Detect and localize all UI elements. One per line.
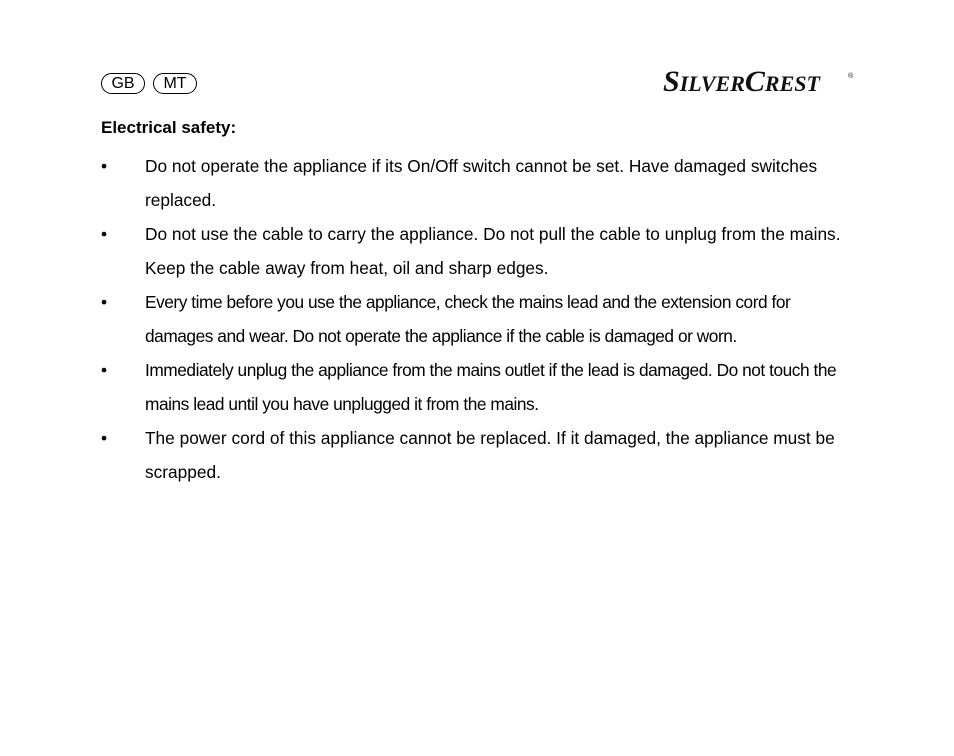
bullet-icon: • — [101, 360, 107, 380]
safety-bullet-list — [101, 149, 861, 489]
list-item-text: The power cord of this appliance cannot be replaced. If it damaged, the appliance must be scrapped. — [145, 428, 835, 482]
bullet-icon: • — [101, 428, 108, 448]
list-item-text: Immediately unplug the appliance from the mains outlet if the lead is damaged. Do not touch the mains lead until you have unplugged it from the mains. — [145, 360, 837, 414]
language-badges — [101, 73, 197, 94]
logo-wordmark: SILVERCREST — [663, 65, 820, 96]
list-item — [101, 217, 861, 285]
bullet-icon: • — [101, 292, 107, 312]
list-item — [101, 149, 861, 217]
silvercrest-logo — [663, 64, 858, 96]
list-item — [101, 421, 861, 489]
registered-mark: ® — [848, 73, 854, 80]
list-item — [101, 285, 861, 353]
list-item-text: Do not operate the appliance if its On/Off switch cannot be set. Have damaged switches replaced. — [145, 156, 818, 210]
language-badge-mt: MT — [153, 73, 197, 94]
section-title: Electrical safety: — [101, 118, 237, 137]
bullet-icon: • — [101, 224, 108, 244]
list-item-text: Do not use the cable to carry the appliance. Do not pull the cable to unplug from the mains. Keep the cable away from heat, oil and sharp edges. — [145, 224, 841, 278]
list-item — [101, 353, 861, 421]
list-item-text: Every time before you use the appliance, check the mains lead and the extension cord for damages and wear. Do not operate the appliance if the cable is damaged or worn. — [145, 292, 791, 346]
language-badge-gb: GB — [101, 73, 145, 94]
bullet-icon: • — [101, 156, 108, 176]
